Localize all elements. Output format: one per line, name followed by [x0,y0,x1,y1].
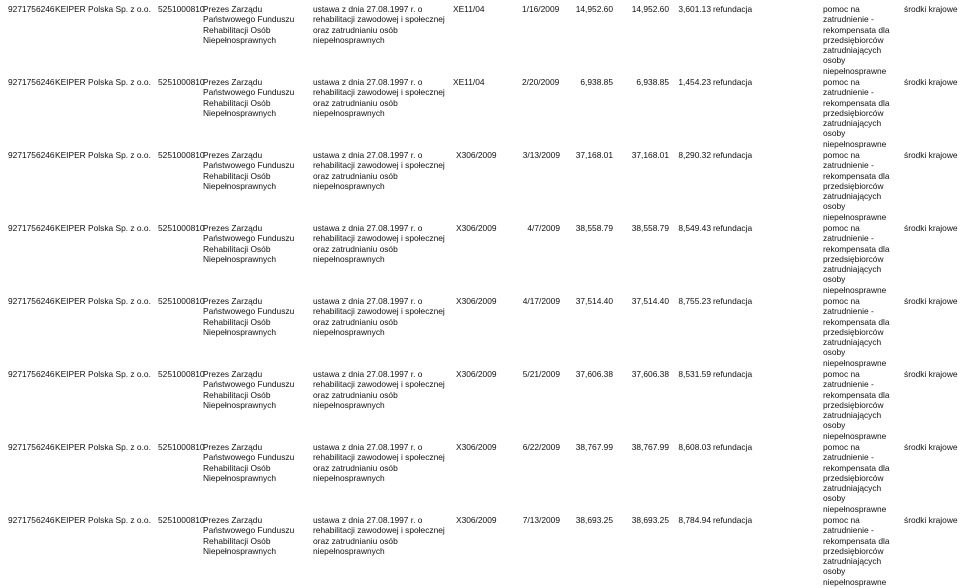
beneficiary-name-cell: KEIPER Polska Sp. z o.o. [55,223,151,233]
aid-form-cell: refundacja [713,442,753,452]
table-row [0,150,960,222]
nip-cell: 9271756246 [8,150,55,160]
regon-cell: 5251000810 [158,150,205,160]
nominal-value-cell: 38,693.25 [575,515,613,525]
legal-basis-cell: ustawa z dnia 27.08.1997 r. o rehabilitacji zawodowej i społecznej oraz zatrudnianiu osób niepełnosprawnych [313,296,445,337]
regon-cell: 5251000810 [158,515,205,525]
grant-date-cell: 3/13/2009 [522,150,560,160]
aid-value-cell: 8,290.32 [678,150,711,160]
decision-number-cell: XE11/04 [453,77,485,87]
granting-authority-cell: Prezes Zarządu Państwowego Funduszu Rehabilitacji Osób Niepełnosprawnych [203,296,295,337]
table-row [0,296,960,368]
nip-cell: 9271756246 [8,515,55,525]
nip-cell: 9271756246 [8,296,55,306]
legal-basis-cell: ustawa z dnia 27.08.1997 r. o rehabilitacji zawodowej i społecznej oraz zatrudnianiu osób niepełnosprawnych [313,369,445,410]
funding-source-cell: środki krajowe [904,150,958,160]
decision-number-cell: XE11/04 [453,4,485,14]
granting-authority-cell: Prezes Zarządu Państwowego Funduszu Rehabilitacji Osób Niepełnosprawnych [203,442,295,483]
funding-source-cell: środki krajowe [904,296,958,306]
decision-number-cell: X306/2009 [456,515,497,525]
aid-form-cell: refundacja [713,223,753,233]
aid-value-cell: 8,531.59 [678,369,711,379]
grant-date-cell: 6/22/2009 [522,442,560,452]
funding-source-cell: środki krajowe [904,515,958,525]
nominal-value-cell: 38,558.79 [575,223,613,233]
decision-number-cell: X306/2009 [456,296,497,306]
legal-basis-cell: ustawa z dnia 27.08.1997 r. o rehabilitacji zawodowej i społecznej oraz zatrudnianiu osób niepełnosprawnych [313,150,445,191]
nip-cell: 9271756246 [8,369,55,379]
decision-number-cell: X306/2009 [456,150,497,160]
funding-source-cell: środki krajowe [904,369,958,379]
aid-form-cell: refundacja [713,296,753,306]
nominal-value-cell: 37,168.01 [575,150,613,160]
legal-basis-cell: ustawa z dnia 27.08.1997 r. o rehabilitacji zawodowej i społecznej oraz zatrudnianiu osób niepełnosprawnych [313,77,445,118]
nip-cell: 9271756246 [8,77,55,87]
nip-cell: 9271756246 [8,442,55,452]
aid-value-cell: 3,601.13 [678,4,711,14]
nominal-value-cell: 37,514.40 [575,296,613,306]
decision-number-cell: X306/2009 [456,369,497,379]
nominal-value-2-cell: 38,767.99 [631,442,669,452]
granting-authority-cell: Prezes Zarządu Państwowego Funduszu Rehabilitacji Osób Niepełnosprawnych [203,150,295,191]
aid-value-cell: 8,608.03 [678,442,711,452]
grant-date-cell: 5/21/2009 [522,369,560,379]
nominal-value-2-cell: 6,938.85 [636,77,669,87]
funding-source-cell: środki krajowe [904,4,958,14]
aid-purpose-cell: pomoc na zatrudnienie - rekompensata dla przedsiębiorców zatrudniających osoby niepełnosprawne [823,150,890,222]
regon-cell: 5251000810 [158,369,205,379]
granting-authority-cell: Prezes Zarządu Państwowego Funduszu Rehabilitacji Osób Niepełnosprawnych [203,4,295,45]
nip-cell: 9271756246 [8,4,55,14]
beneficiary-name-cell: KEIPER Polska Sp. z o.o. [55,296,151,306]
aid-form-cell: refundacja [713,150,753,160]
regon-cell: 5251000810 [158,442,205,452]
nominal-value-cell: 6,938.85 [580,77,613,87]
aid-purpose-cell: pomoc na zatrudnienie - rekompensata dla przedsiębiorców zatrudniających osoby niepełnosprawne [823,515,890,587]
table-row [0,223,960,295]
nominal-value-cell: 14,952.60 [575,4,613,14]
funding-source-cell: środki krajowe [904,77,958,87]
grant-date-cell: 1/16/2009 [522,4,560,14]
table-row [0,369,960,441]
aid-form-cell: refundacja [713,4,753,14]
grant-date-cell: 7/13/2009 [522,515,560,525]
nominal-value-2-cell: 37,514.40 [631,296,669,306]
grant-date-cell: 4/7/2009 [527,223,560,233]
granting-authority-cell: Prezes Zarządu Państwowego Funduszu Rehabilitacji Osób Niepełnosprawnych [203,369,295,410]
legal-basis-cell: ustawa z dnia 27.08.1997 r. o rehabilitacji zawodowej i społecznej oraz zatrudnianiu osób niepełnosprawnych [313,4,445,45]
granting-authority-cell: Prezes Zarządu Państwowego Funduszu Rehabilitacji Osób Niepełnosprawnych [203,223,295,264]
aid-value-cell: 8,549.43 [678,223,711,233]
legal-basis-cell: ustawa z dnia 27.08.1997 r. o rehabilitacji zawodowej i społecznej oraz zatrudnianiu osób niepełnosprawnych [313,223,445,264]
table-row [0,77,960,149]
beneficiary-name-cell: KEIPER Polska Sp. z o.o. [55,515,151,525]
aid-purpose-cell: pomoc na zatrudnienie - rekompensata dla przedsiębiorców zatrudniających osoby niepełnosprawne [823,296,890,368]
nominal-value-2-cell: 37,168.01 [631,150,669,160]
table-row [0,4,960,76]
nominal-value-2-cell: 37,606.38 [631,369,669,379]
funding-source-cell: środki krajowe [904,442,958,452]
granting-authority-cell: Prezes Zarządu Państwowego Funduszu Rehabilitacji Osób Niepełnosprawnych [203,77,295,118]
beneficiary-name-cell: KEIPER Polska Sp. z o.o. [55,150,151,160]
legal-basis-cell: ustawa z dnia 27.08.1997 r. o rehabilitacji zawodowej i społecznej oraz zatrudnianiu osób niepełnosprawnych [313,442,445,483]
aid-purpose-cell: pomoc na zatrudnienie - rekompensata dla przedsiębiorców zatrudniających osoby niepełnosprawne [823,223,890,295]
beneficiary-name-cell: KEIPER Polska Sp. z o.o. [55,4,151,14]
aid-value-cell: 8,784.94 [678,515,711,525]
regon-cell: 5251000810 [158,77,205,87]
aid-purpose-cell: pomoc na zatrudnienie - rekompensata dla przedsiębiorców zatrudniających osoby niepełnosprawne [823,4,890,76]
nominal-value-2-cell: 38,558.79 [631,223,669,233]
beneficiary-name-cell: KEIPER Polska Sp. z o.o. [55,442,151,452]
table-row [0,515,960,587]
nominal-value-cell: 38,767.99 [575,442,613,452]
decision-number-cell: X306/2009 [456,442,497,452]
aid-form-cell: refundacja [713,77,753,87]
grant-date-cell: 4/17/2009 [522,296,560,306]
beneficiary-name-cell: KEIPER Polska Sp. z o.o. [55,77,151,87]
decision-number-cell: X306/2009 [456,223,497,233]
aid-purpose-cell: pomoc na zatrudnienie - rekompensata dla przedsiębiorców zatrudniających osoby niepełnosprawne [823,369,890,441]
table-row [0,442,960,514]
regon-cell: 5251000810 [158,223,205,233]
aid-form-cell: refundacja [713,369,753,379]
nominal-value-2-cell: 38,693.25 [631,515,669,525]
aid-value-cell: 8,755.23 [678,296,711,306]
aid-value-cell: 1,454.23 [678,77,711,87]
regon-cell: 5251000810 [158,296,205,306]
aid-form-cell: refundacja [713,515,753,525]
legal-basis-cell: ustawa z dnia 27.08.1997 r. o rehabilitacji zawodowej i społecznej oraz zatrudnianiu osób niepełnosprawnych [313,515,445,556]
funding-source-cell: środki krajowe [904,223,958,233]
aid-purpose-cell: pomoc na zatrudnienie - rekompensata dla przedsiębiorców zatrudniających osoby niepełnosprawne [823,442,890,514]
granting-authority-cell: Prezes Zarządu Państwowego Funduszu Rehabilitacji Osób Niepełnosprawnych [203,515,295,556]
beneficiary-name-cell: KEIPER Polska Sp. z o.o. [55,369,151,379]
nip-cell: 9271756246 [8,223,55,233]
aid-purpose-cell: pomoc na zatrudnienie - rekompensata dla przedsiębiorców zatrudniających osoby niepełnosprawne [823,77,890,149]
grant-date-cell: 2/20/2009 [522,77,560,87]
regon-cell: 5251000810 [158,4,205,14]
nominal-value-2-cell: 14,952.60 [631,4,669,14]
nominal-value-cell: 37,606.38 [575,369,613,379]
